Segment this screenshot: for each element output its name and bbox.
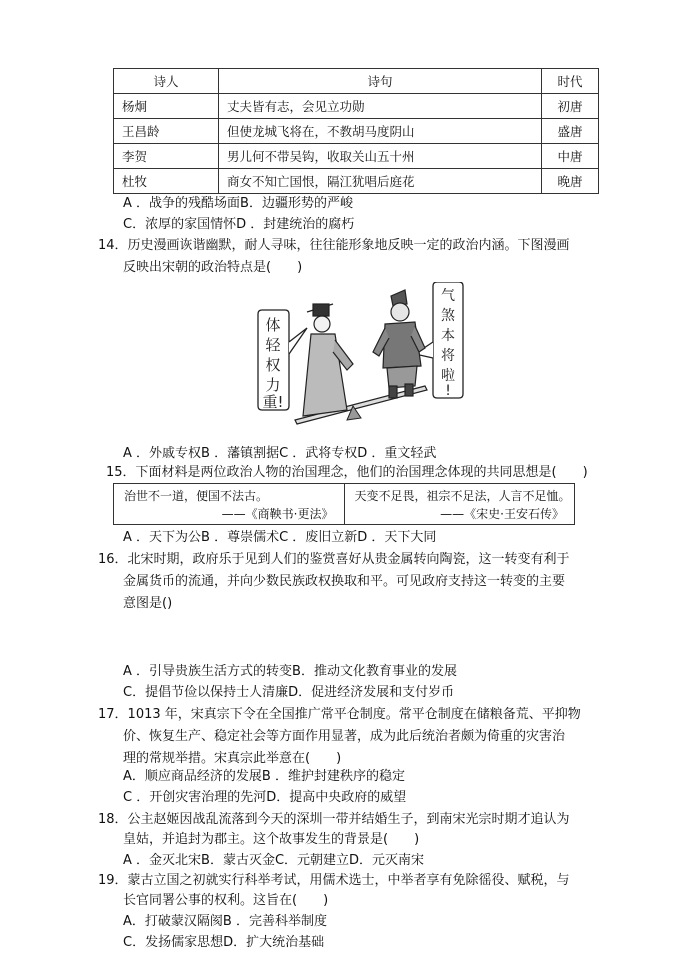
q16-options-cd: C．提倡节俭以保持士人清廉D．促进经济发展和支付岁币 bbox=[123, 685, 455, 700]
q15-stem-line-1: 15．下面材料是两位政治人物的治国理念，他们的治国理念体现的共同思想是( ) bbox=[106, 465, 588, 480]
table-row bbox=[114, 94, 599, 119]
svg-text:煞: 煞 bbox=[441, 308, 455, 324]
q16-stem-line-3: 意图是() bbox=[123, 596, 173, 611]
svg-text:气: 气 bbox=[441, 288, 455, 304]
quote-text: 治世不一道，便国不法古。 bbox=[124, 489, 269, 503]
q14-stem-line-2: 反映出宋朝的政治特点是( ) bbox=[123, 260, 303, 275]
quote-source: ——《商鞅书·更法》 bbox=[221, 507, 334, 521]
table-cell: 丈夫皆有志，会见立功勋 bbox=[219, 94, 542, 119]
table-header-row bbox=[114, 69, 599, 94]
quote-text: 天变不足畏，祖宗不足法，人言不足恤。 bbox=[354, 489, 571, 503]
svg-text:重!: 重! bbox=[262, 393, 284, 411]
svg-text:!: ! bbox=[445, 383, 451, 399]
q18-options: A ．金灭北宋B．蒙古灭金C．元朝建立D．元灭南宋 bbox=[123, 853, 425, 868]
q16-stem-line-2: 金属货币的流通，并向少数民族政权换取和平。可见政府支持这一转变的主要 bbox=[123, 574, 566, 589]
svg-text:将: 将 bbox=[441, 348, 455, 364]
svg-text:本: 本 bbox=[441, 328, 455, 344]
quote-cell-shang-yang bbox=[114, 484, 344, 524]
q19-options-cd: C．发扬儒家思想D．扩大统治基础 bbox=[123, 935, 325, 950]
svg-text:力: 力 bbox=[265, 376, 281, 394]
table-cell: 杜牧 bbox=[114, 169, 219, 194]
q15-options: A ．天下为公B ．尊崇儒术C ．废旧立新D ．天下大同 bbox=[123, 530, 437, 545]
table-cell: 王昌龄 bbox=[114, 119, 219, 144]
q17-options-ab: A．顺应商品经济的发展B ．维护封建秩序的稳定 bbox=[123, 769, 405, 784]
table-header: 时代 bbox=[542, 69, 599, 94]
svg-text:体: 体 bbox=[265, 316, 281, 334]
quote-cell-wang-anshi bbox=[344, 484, 575, 524]
q16-stem-line-1: 16．北宋时期，政府乐于见到人们的鉴赏喜好从贵金属转向陶瓷，这一转变有利于 bbox=[98, 552, 570, 567]
song-dynasty-cartoon bbox=[255, 282, 465, 430]
table-row bbox=[114, 119, 599, 144]
svg-text:轻: 轻 bbox=[265, 336, 281, 354]
q17-stem-line-1: 17．1013 年，宋真宗下令在全国推广常平仓制度。常平仓制度在储粮备荒、平抑物 bbox=[98, 707, 581, 722]
q14-stem-line-1: 14．历史漫画诙谐幽默，耐人寻味，往往能形象地反映一定的政治内涵。下图漫画 bbox=[98, 238, 570, 253]
q13-options-cd: C．浓厚的家国情怀D ．封建统治的腐朽 bbox=[123, 217, 355, 232]
q16-options-ab: A ．引导贵族生活方式的转变B．推动文化教育事业的发展 bbox=[123, 664, 457, 679]
quote-source: ——《宋史·王安石传》 bbox=[440, 507, 564, 521]
q15-quote-box bbox=[113, 483, 575, 525]
q19-stem-line-1: 19．蒙古立国之初就实行科举考试，用儒术选士，中举者享有免除徭役、赋税，与 bbox=[98, 873, 570, 888]
poet-table bbox=[113, 68, 599, 194]
table-cell: 晚唐 bbox=[542, 169, 599, 194]
table-cell: 李贺 bbox=[114, 144, 219, 169]
svg-text:权: 权 bbox=[265, 356, 281, 374]
table-row bbox=[114, 144, 599, 169]
table-row bbox=[114, 169, 599, 194]
table-cell: 但使龙城飞将在，不教胡马度阴山 bbox=[219, 119, 542, 144]
table-cell: 商女不知亡国恨，隔江犹唱后庭花 bbox=[219, 169, 542, 194]
table-cell: 中唐 bbox=[542, 144, 599, 169]
q14-options: A ．外戚专权B ．藩镇割据C ．武将专权D ．重文轻武 bbox=[123, 446, 437, 461]
q13-options-ab: A ．战争的残酷场面B．边疆形势的严峻 bbox=[123, 196, 353, 211]
q19-stem-line-2: 长官同署公事的权利。这旨在( ) bbox=[123, 893, 329, 908]
table-cell: 初唐 bbox=[542, 94, 599, 119]
q17-stem-line-3: 理的常规举措。宋真宗此举意在( ) bbox=[123, 751, 342, 766]
q17-options-cd: C ．开创灾害治理的先河D．提高中央政府的威望 bbox=[123, 790, 407, 805]
q18-stem-line-1: 18．公主赵姬因战乱流落到今天的深圳一带并结婚生子，到南宋光宗时期才追认为 bbox=[98, 812, 570, 827]
table-header: 诗人 bbox=[114, 69, 219, 94]
table-header: 诗句 bbox=[219, 69, 542, 94]
q17-stem-line-2: 价、恢复生产、稳定社会等方面作用显著，成为此后统治者颇为倚重的灾害治 bbox=[123, 729, 566, 744]
left-bubble-text bbox=[262, 316, 283, 411]
table-cell: 盛唐 bbox=[542, 119, 599, 144]
svg-text:啦: 啦 bbox=[441, 368, 455, 384]
table-cell: 杨炯 bbox=[114, 94, 219, 119]
q19-options-ab: A．打破蒙汉隔阂B ．完善科举制度 bbox=[123, 914, 327, 929]
table-cell: 男儿何不带吴钩，收取关山五十州 bbox=[219, 144, 542, 169]
q18-stem-line-2: 皇姑，并追封为郡主。这个故事发生的背景是( ) bbox=[123, 832, 420, 847]
